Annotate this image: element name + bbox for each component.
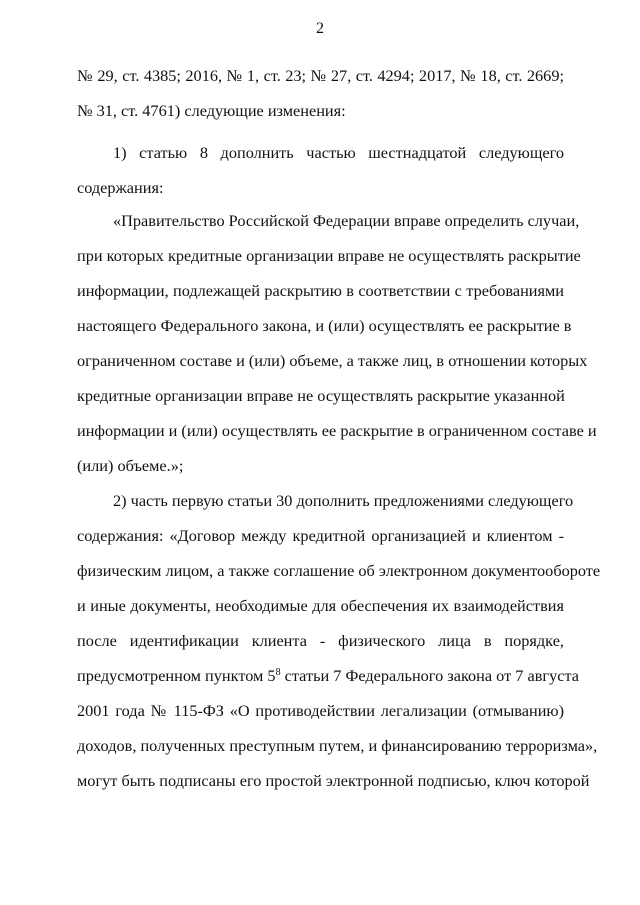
- text-line: информации и (или) осуществлять ее раскрытие в ограниченном составе и: [77, 421, 597, 440]
- text-line: при которых кредитные организации вправе не осуществлять раскрытие: [77, 246, 581, 265]
- text-line: № 31, ст. 4761) следующие изменения:: [77, 101, 346, 120]
- text-line: (или) объеме.»;: [77, 456, 184, 475]
- text-line: физическим лицом, а также соглашение об электронном документообороте: [77, 561, 601, 580]
- text-line: могут быть подписаны его простой электронной подписью, ключ которой: [77, 771, 590, 790]
- text-line: и иные документы, необходимые для обеспечения их взаимодействия: [77, 596, 564, 615]
- text-line: настоящего Федерального закона, и (или) осуществлять ее раскрытие в: [77, 316, 572, 335]
- text-line: доходов, полученных преступным путем, и финансированию терроризма»,: [77, 736, 598, 755]
- text-line: [77, 666, 580, 686]
- text-line: содержания: «Договор между кредитной организацией и клиентом -: [77, 526, 564, 545]
- text-line: «Правительство Российской Федерации вправе определить случаи,: [113, 211, 580, 230]
- text-line: информации, подлежащей раскрытию в соответствии с требованиями: [77, 281, 564, 300]
- text-fragment: статьи 7 Федерального закона от 7 августа: [280, 666, 580, 685]
- text-line: № 29, ст. 4385; 2016, № 1, ст. 23; № 27, ст. 4294; 2017, № 18, ст. 2669;: [77, 66, 564, 85]
- text-fragment: предусмотренном пунктом 5: [77, 666, 276, 685]
- text-line: ограниченном составе и (или) объеме, а также лиц, в отношении которых: [77, 351, 588, 370]
- text-line: 1) статью 8 дополнить частью шестнадцатой следующего: [113, 143, 564, 162]
- text-line: 2) часть первую статьи 30 дополнить предложениями следующего: [113, 491, 574, 510]
- text-line: содержания:: [77, 178, 164, 197]
- page-number: 2: [316, 20, 324, 37]
- text-line: 2001 года № 115-ФЗ «О противодействии легализации (отмыванию): [77, 701, 564, 720]
- text-line: кредитные организации вправе не осуществлять раскрытие указанной: [77, 386, 565, 405]
- superscript: 8: [275, 667, 281, 678]
- text-line: после идентификации клиента - физического лица в порядке,: [77, 631, 564, 650]
